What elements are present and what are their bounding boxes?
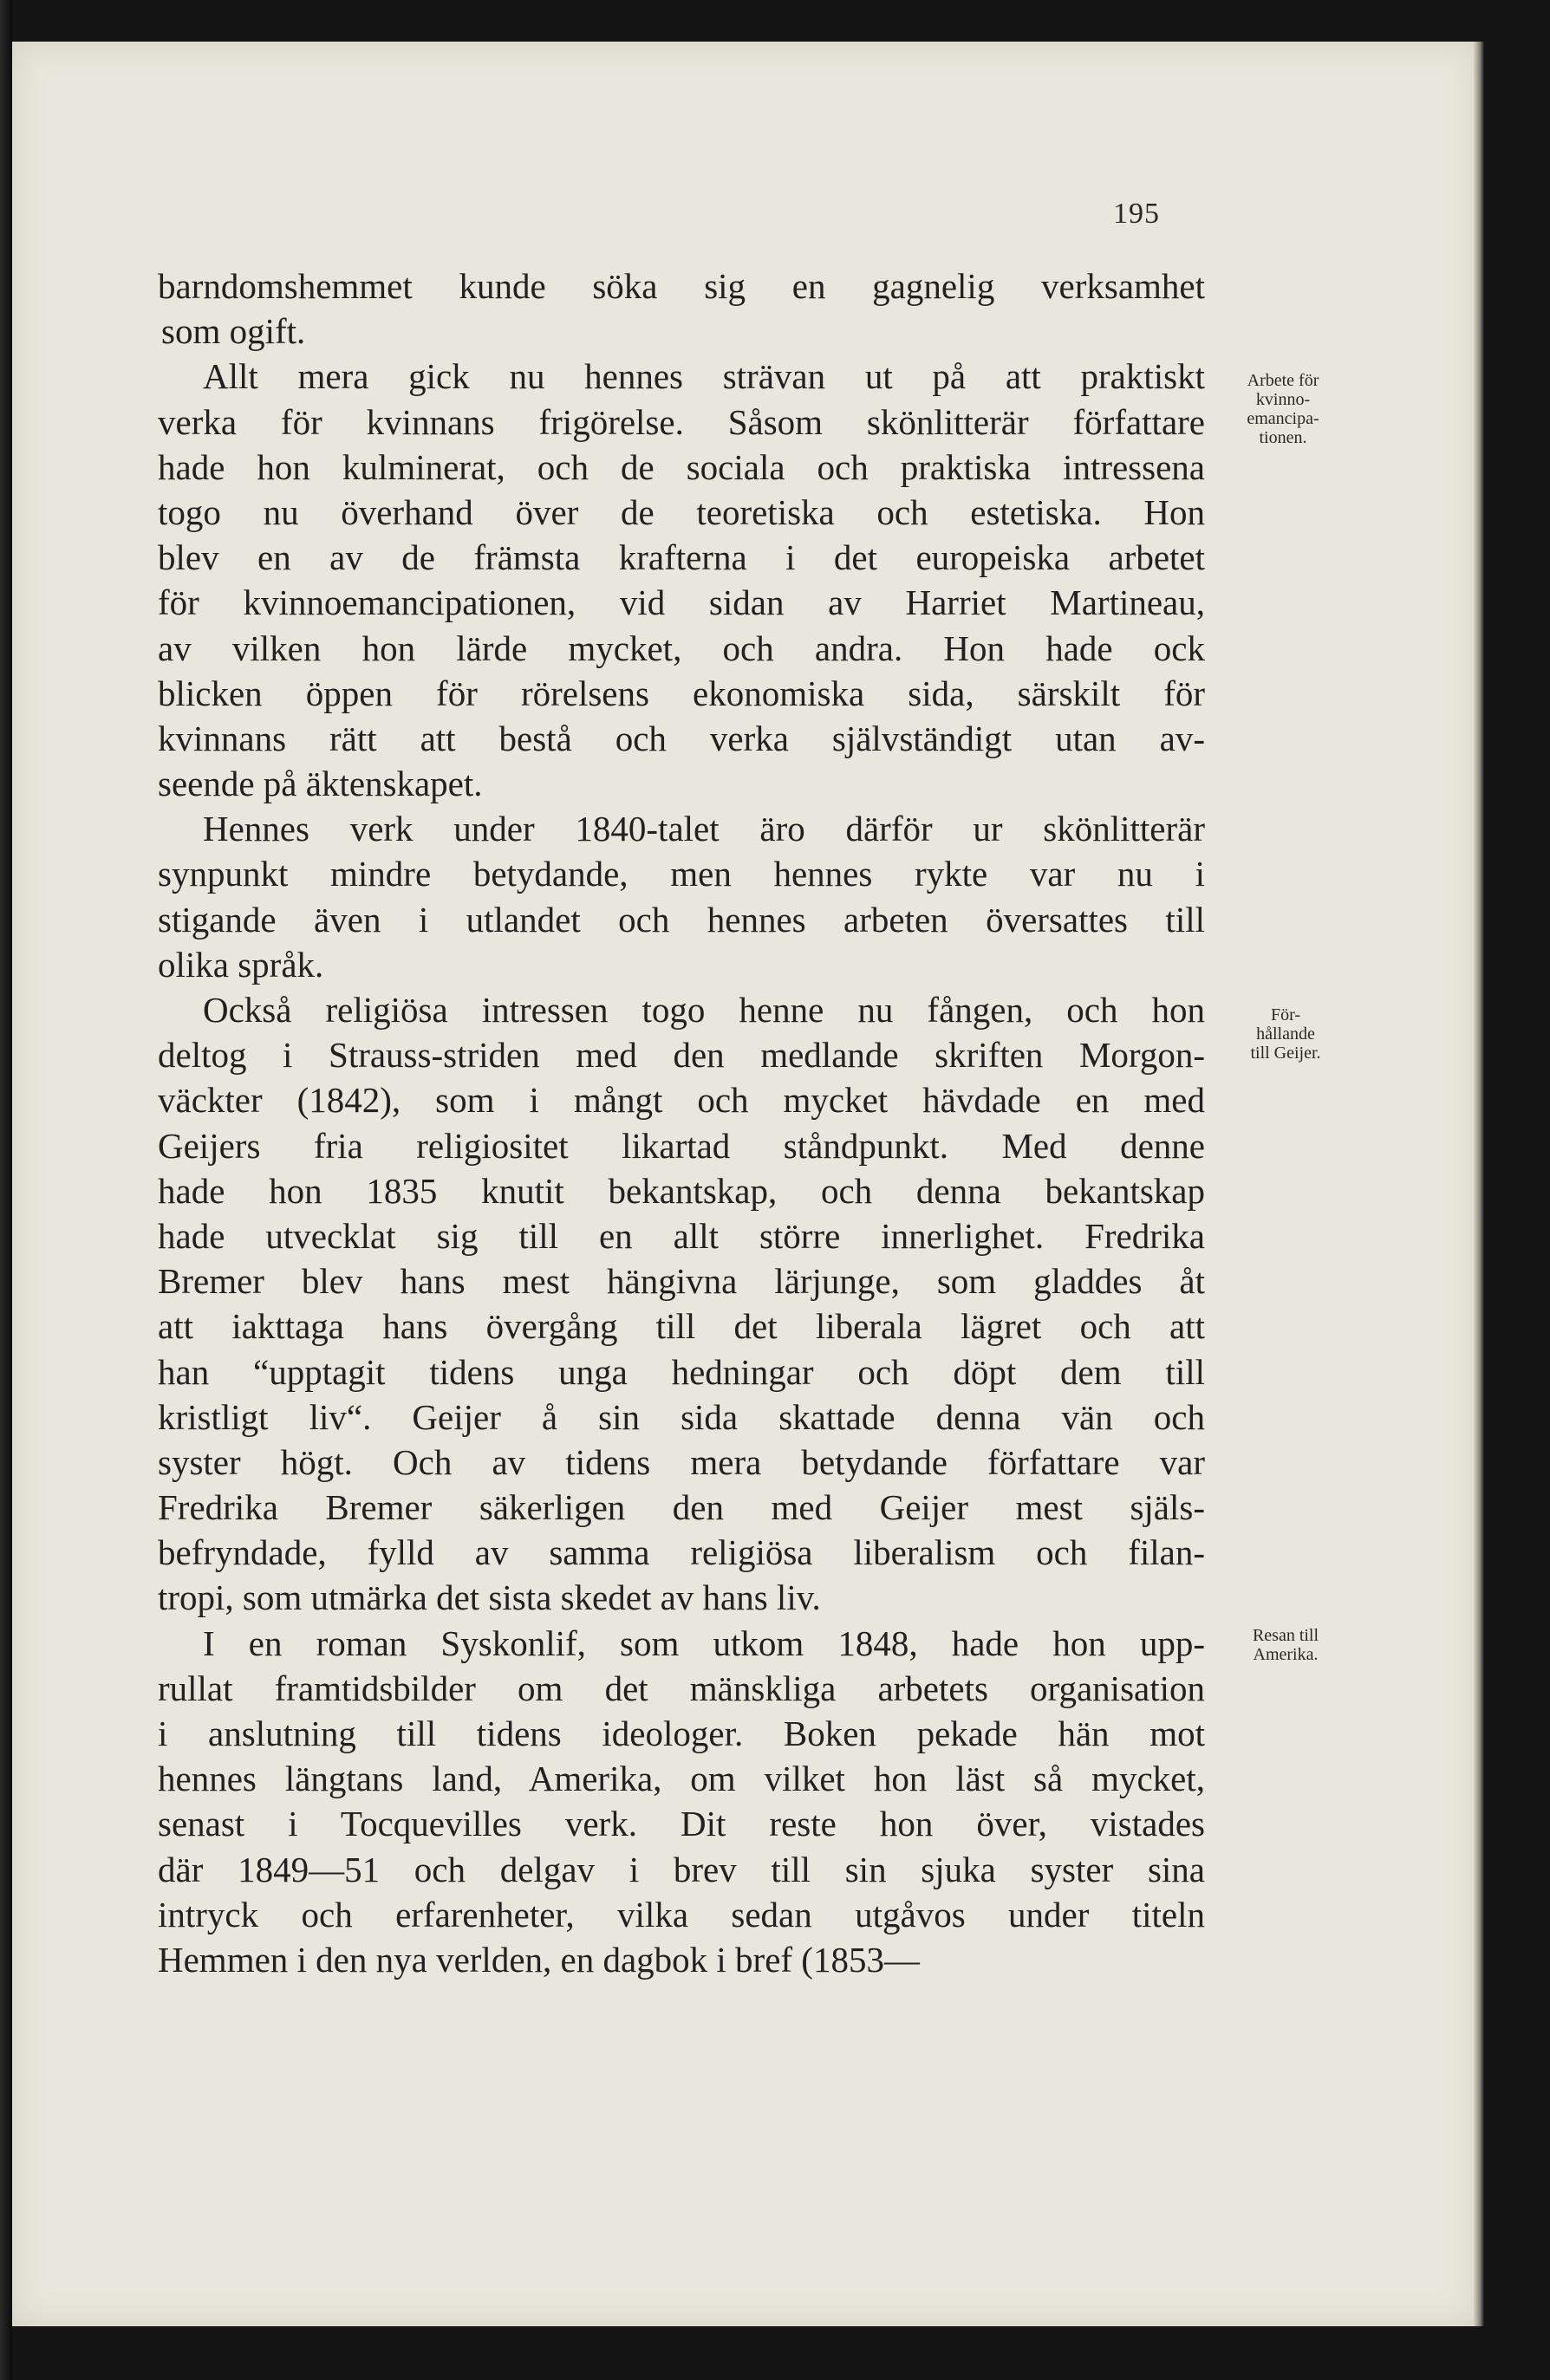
text-line: väckter (1842), som i mångt och mycket hävdade en med (158, 1080, 1205, 1121)
text-line: senast i Tocquevilles verk. Dit reste hon över, vistades (158, 1804, 1205, 1844)
text-line: där 1849—51 och delgav i brev till sin sjuka syster sina (158, 1849, 1205, 1889)
text-line: kristligt liv“. Geijer å sin sida skattade denna vän och (158, 1396, 1205, 1437)
text-line: verka för kvinnans frigörelse. Såsom skönlitterär författare (158, 401, 1205, 442)
text-line: hade hon 1835 knutit bekantskap, och denna bekantskap (158, 1170, 1205, 1211)
text-line: olika språk. (158, 944, 324, 985)
margin-note-line: till Geijer. (1250, 1044, 1321, 1063)
margin-note-emancipation (1215, 371, 1351, 447)
paragraph-start-line: I en roman Syskonlif, som utkom 1848, hade hon upp- (203, 1622, 1205, 1663)
text-line: barndomshemmet kunde söka sig en gagnelig verksamhet (158, 266, 1205, 306)
text-line: deltog i Strauss-striden med den medlande skriften Morgon- (158, 1035, 1205, 1076)
text-line: rullat framtidsbilder om det mänskliga arbetets organisation (158, 1668, 1205, 1708)
text-line: intryck och erfarenheter, vilka sedan utgåvos under titeln (158, 1894, 1205, 1935)
margin-note-line: hållande (1256, 1024, 1315, 1044)
text-line: i anslutning till tidens ideologer. Boken pekade hän mot (158, 1713, 1205, 1753)
text-line: stigande även i utlandet och hennes arbeten översattes till (158, 899, 1205, 940)
margin-note-line: Arbete för (1247, 371, 1319, 390)
margin-note-line: För- (1270, 1005, 1301, 1024)
text-line: kvinnans rätt att bestå och verka självständigt utan av- (158, 718, 1205, 758)
text-line: att iakttaga hans övergång till det liberala lägret och att (158, 1306, 1205, 1347)
paragraph-start-line: Allt mera gick nu hennes strävan ut på att praktiskt (203, 356, 1205, 397)
text-line: seende på äktenskapet. (158, 764, 483, 804)
text-line: befryndade, fylld av samma religiösa liberalism och filan- (158, 1532, 1205, 1573)
text-line: han “upptagit tidens unga hedningar och döpt dem till (158, 1351, 1205, 1392)
text-line: Geijers fria religiositet likartad ståndpunkt. Med denne (158, 1125, 1205, 1166)
margin-note-line: emancipa- (1247, 409, 1319, 428)
text-line: togo nu överhand över de teoretiska och estetiska. Hon (158, 491, 1205, 532)
paragraph-start-line: Också religiösa intressen togo henne nu fången, och hon (203, 990, 1205, 1030)
paragraph-start-line: Hennes verk under 1840-talet äro därför ur skönlitterär (203, 809, 1205, 849)
text-line: hade hon kulminerat, och de sociala och praktiska intressena (158, 446, 1205, 487)
page-number: 195 (1113, 198, 1160, 230)
text-line: synpunkt mindre betydande, men hennes rykte var nu i (158, 854, 1205, 894)
margin-note-line: kvinno- (1255, 390, 1311, 409)
margin-note-line: Resan till (1252, 1626, 1319, 1645)
page-edge-shadow (1474, 42, 1484, 2326)
margin-note-geijer (1221, 1005, 1351, 1063)
text-line: blev en av de främsta krafterna i det europeiska arbetet (158, 537, 1205, 578)
text-line: för kvinnoemancipationen, vid sidan av Harriet Martineau, (158, 582, 1205, 623)
text-line: Hemmen i den nya verlden, en dagbok i bref (1853— (158, 1939, 920, 1980)
book-spine-edge (0, 0, 12, 2380)
margin-note-america (1221, 1626, 1351, 1664)
margin-note-line: Amerika. (1253, 1645, 1319, 1664)
text-line: Fredrika Bremer säkerligen den med Geijer mest själs- (158, 1487, 1205, 1528)
margin-note-line: tionen. (1259, 428, 1307, 447)
text-line: hennes längtans land, Amerika, om vilket hon läst så mycket, (158, 1759, 1205, 1799)
text-line: syster högt. Och av tidens mera betydande författare var (158, 1441, 1205, 1482)
text-line: hade utvecklat sig till en allt större innerlighet. Fredrika (158, 1215, 1205, 1256)
text-line: av vilken hon lärde mycket, och andra. Hon hade ock (158, 628, 1205, 668)
text-line: Bremer blev hans mest hängivna lärjunge, som gladdes åt (158, 1261, 1205, 1302)
body-text (158, 263, 1205, 1982)
text-line: som ogift. (161, 311, 306, 352)
text-line: blicken öppen för rörelsens ekonomiska sida, särskilt för (158, 673, 1205, 713)
text-line: tropi, som utmärka det sista skedet av hans liv. (158, 1577, 821, 1618)
